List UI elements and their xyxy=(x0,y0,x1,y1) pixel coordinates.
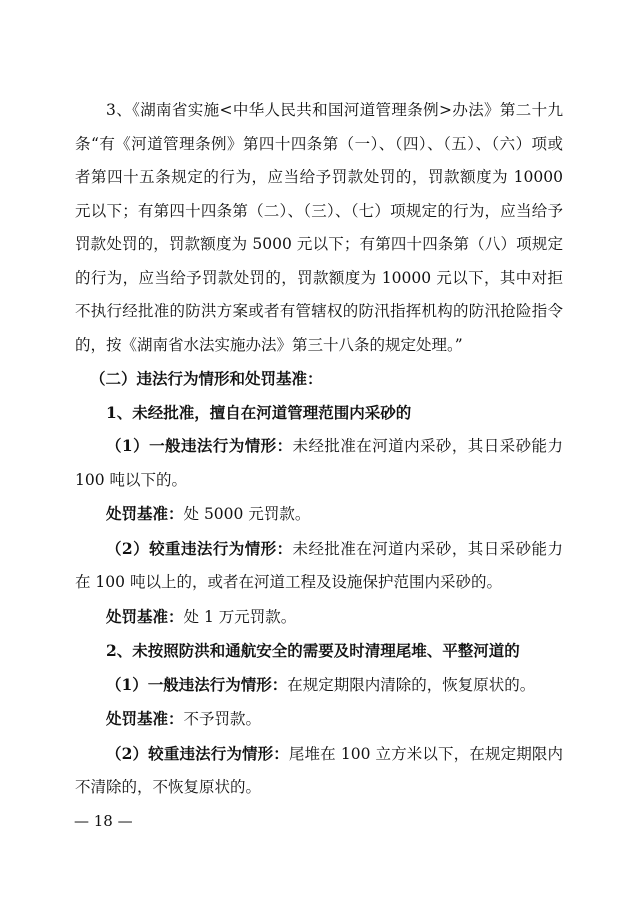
regulation-quote-paragraph: 3、《湖南省实施<中华人民共和国河道管理条例>办法》第二十九条“有《河道管理条例》第四十四条第（一）、（四）、（五）、（六）项或者第四十五条规定的行为，应当给予罚款处罚的，罚款额度为 10000元以下；有第四十四条第（二）、（三）、（七）项规定的行为，应当给予罚款处罚的，罚款额度为 5000 元以下；有第四十四条第（八）项规定的行为，应当给予罚款处罚的，罚款额度为 10000 元以下，其中对拒不执行经批准的防洪方案或者有管辖权的防汛指挥机构的防汛抢险指令的，按《湖南省水法实施办法》第三十八条的规定处理。” xyxy=(75,101,563,354)
item1-serious-paragraph xyxy=(75,532,563,600)
item2-serious-text: 尾堆在 100 立方米以下，在规定期限内不清除的，不恢复原状的。 xyxy=(75,744,563,796)
item2-heading: 2、未按照防洪和通航安全的需要及时清理尾堆、平整河道的 xyxy=(106,641,520,660)
section-heading: （二）违法行为情形和处罚基准： xyxy=(90,369,323,388)
item2-general-text: 在规定期限内清除的，恢复原状的。 xyxy=(287,675,536,694)
item2-general-penalty-text: 不予罚款。 xyxy=(183,710,262,728)
page-number: — 18 — xyxy=(74,812,133,830)
item2-serious-paragraph xyxy=(75,737,563,805)
item1-general-penalty-label: 处罚基准： xyxy=(106,504,184,523)
document-body xyxy=(75,94,563,805)
item2-general-paragraph xyxy=(75,668,563,703)
item1-serious-label: （2）较重违法行为情形： xyxy=(106,538,293,558)
item2-general-penalty-paragraph xyxy=(75,702,563,737)
item1-serious-penalty-paragraph xyxy=(75,600,563,635)
item2-serious-label: （2）较重违法行为情形： xyxy=(106,743,289,763)
item1-serious-penalty-text: 处 1 万元罚款。 xyxy=(183,607,297,626)
item1-general-penalty-text: 处 5000 元罚款。 xyxy=(183,505,311,523)
item1-serious-penalty-label: 处罚基准： xyxy=(106,606,184,626)
item2-general-label: （1）一般违法行为情形： xyxy=(106,674,288,694)
item1-heading: 1、未经批准，擅自在河道管理范围内采砂的 xyxy=(106,402,412,422)
item1-general-penalty-paragraph xyxy=(75,497,563,532)
item1-general-paragraph xyxy=(75,429,563,497)
item1-general-label: （1）一般违法行为情形： xyxy=(106,436,293,455)
item1-general-text: 未经批准在河道内采砂，其日采砂能力 100 吨以下的。 xyxy=(75,437,563,489)
item1-serious-text: 未经批准在河道内采砂，其日采砂能力在 100 吨以上的，或者在河道工程及设施保护范围内采砂的。 xyxy=(75,539,563,591)
item2-general-penalty-label: 处罚基准： xyxy=(106,709,184,728)
